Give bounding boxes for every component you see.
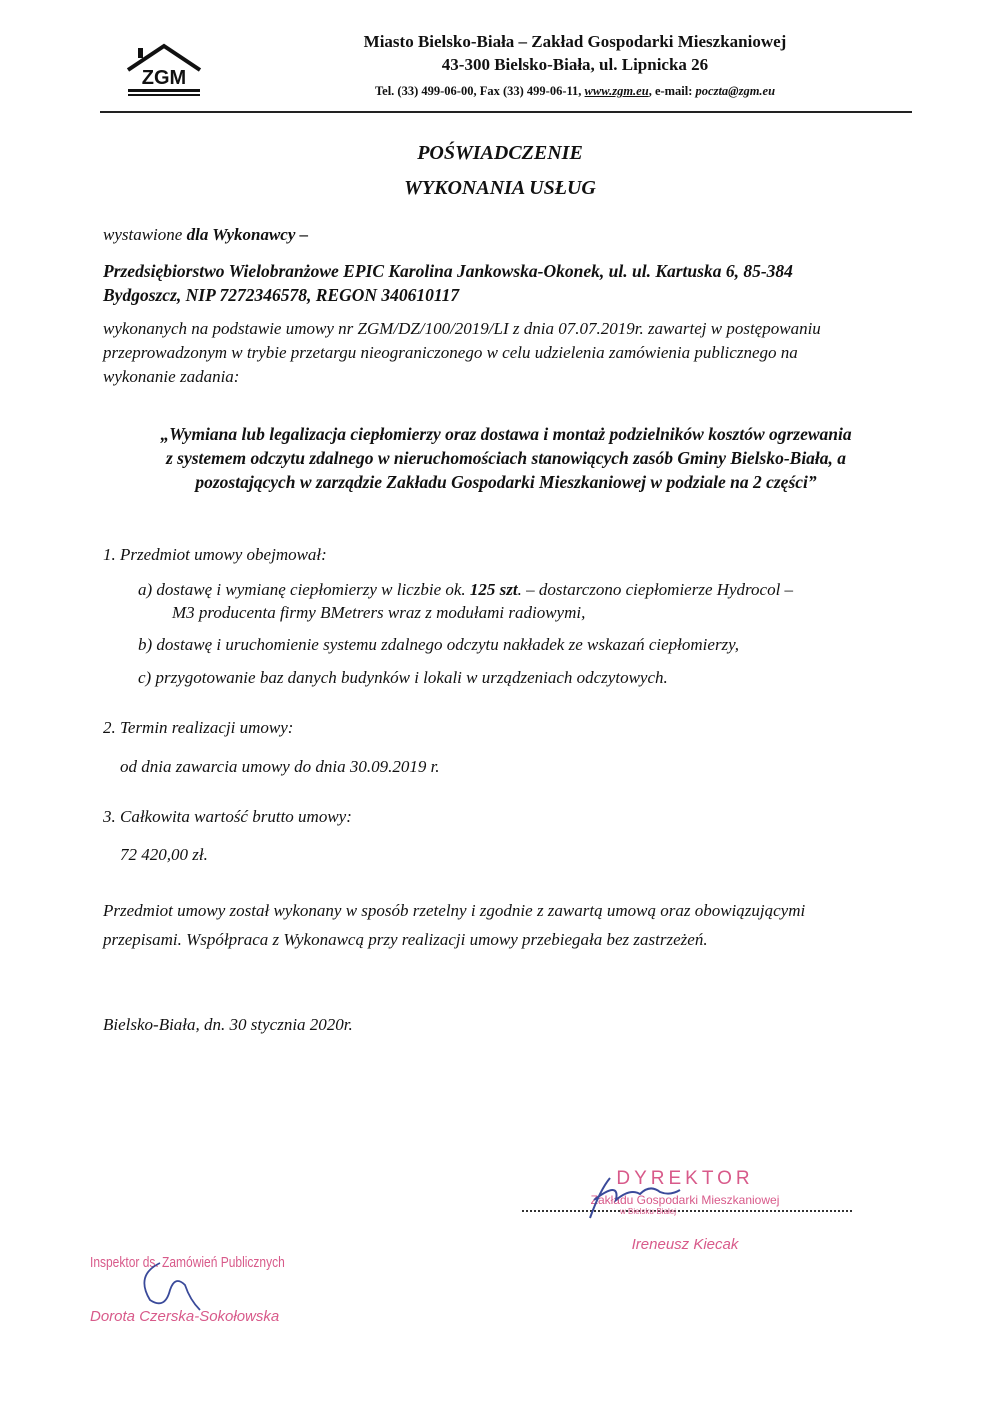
- director-stamp-org: Zakładu Gospodarki Mieszkaniowej: [590, 1193, 780, 1207]
- inspector-signature-icon: [130, 1255, 220, 1315]
- issued-recipient-label: dla Wykonawcy –: [186, 225, 309, 244]
- section-1-label: 1. Przedmiot umowy obejmował:: [103, 545, 327, 564]
- conclusion-line2: przepisami. Współpraca z Wykonawcą przy realizacji umowy przebiegała bez zastrzeżeń.: [103, 930, 708, 949]
- inspector-name: Dorota Czerska-Sokołowska: [90, 1308, 280, 1325]
- document-title: POŚWIADCZENIE: [417, 142, 583, 164]
- section-1b: b) dostawę i uruchomienie systemu zdalnego odczytu nakładek ze wskazań ciepłomierzy,: [138, 635, 740, 654]
- director-signature-icon: [580, 1170, 690, 1225]
- basis-line2: przeprowadzonym w trybie przetargu nieograniczonego w celu udzielenia zamówienia publicznego na: [103, 343, 798, 362]
- basis-line1: wykonanych na podstawie umowy nr ZGM/DZ/100/2019/LI z dnia 07.07.2019r. zawartej w postępowaniu: [103, 319, 821, 338]
- section-1a-line2: M3 producenta firmy BMetrers wraz z modułami radiowymi,: [172, 603, 586, 622]
- task-quote-line2: z systemem odczytu zdalnego w nieruchomościach stanowiących zasób Gminy Bielsko-Biała, a: [165, 448, 847, 468]
- section-1a-quantity: 125 szt: [469, 580, 518, 599]
- header-contact: [230, 84, 920, 99]
- basis-line3: wykonanie zadania:: [103, 367, 240, 386]
- section-3-label: 3. Całkowita wartość brutto umowy:: [103, 807, 352, 826]
- zgm-logo-icon: [120, 42, 208, 100]
- header-phone-fax: Tel. (33) 499-06-00, Fax (33) 499-06-11,: [374, 84, 585, 98]
- director-name: Ireneusz Kiecak: [631, 1236, 739, 1253]
- section-2-value: od dnia zawarcia umowy do dnia 30.09.2019 r.: [120, 757, 440, 776]
- conclusion-line1: Przedmiot umowy został wykonany w sposób rzetelny i zgodnie z zawartą umową oraz obowiązującymi: [103, 901, 806, 920]
- task-title-quote: [100, 422, 912, 494]
- header-website-link[interactable]: www.zgm.eu: [584, 84, 649, 98]
- director-stamp-title: DYREKTOR: [616, 1168, 754, 1189]
- section-3-value: 72 420,00 zł.: [120, 845, 208, 864]
- task-quote-line3: pozostających w zarządzie Zakładu Gospodarki Mieszkaniowej w podziale na 2 części”: [195, 472, 817, 492]
- contractor-line2: Bydgoszcz, NIP 7272346578, REGON 340610117: [103, 285, 460, 305]
- header-org-name: Miasto Bielsko-Biała – Zakład Gospodarki Mieszkaniowej: [363, 32, 787, 51]
- director-stamp-city: w Bielsku-Białej: [620, 1207, 677, 1216]
- section-2-label: 2. Termin realizacji umowy:: [103, 718, 294, 737]
- document-subtitle: WYKONANIA USŁUG: [404, 177, 596, 199]
- issued-prefix: wystawione: [103, 225, 187, 244]
- section-1a: [138, 578, 950, 602]
- place-and-date: Bielsko-Biała, dn. 30 stycznia 2020r.: [103, 1015, 353, 1034]
- header-address: 43-300 Bielsko-Biała, ul. Lipnicka 26: [441, 55, 709, 74]
- header-email-label: , e-mail:: [648, 84, 696, 98]
- contractor-line1: Przedsiębiorstwo Wielobranżowe EPIC Karolina Jankowska-Okonek, ul. ul. Kartuska 6, 85-384: [103, 261, 793, 281]
- section-1a-text-end: . – dostarczono ciepłomierze Hydrocol –: [517, 580, 794, 599]
- task-quote-line1: „Wymiana lub legalizacja ciepłomierzy oraz dostawa i montaż podzielników kosztów ogrzewania: [160, 424, 852, 444]
- inspector-stamp-title: Inspektor ds. Zamówień Publicznych: [90, 1254, 285, 1271]
- header-divider: [100, 111, 912, 113]
- section-1c: c) przygotowanie baz danych budynków i lokali w urządzeniach odczytowych.: [138, 668, 668, 687]
- section-1a-text: a) dostawę i wymianę ciepłomierzy w liczbie ok.: [138, 580, 470, 599]
- issued-to: [103, 223, 915, 247]
- header-email-link[interactable]: poczta@zgm.eu: [695, 84, 776, 98]
- svg-text:ZGM: ZGM: [141, 67, 187, 89]
